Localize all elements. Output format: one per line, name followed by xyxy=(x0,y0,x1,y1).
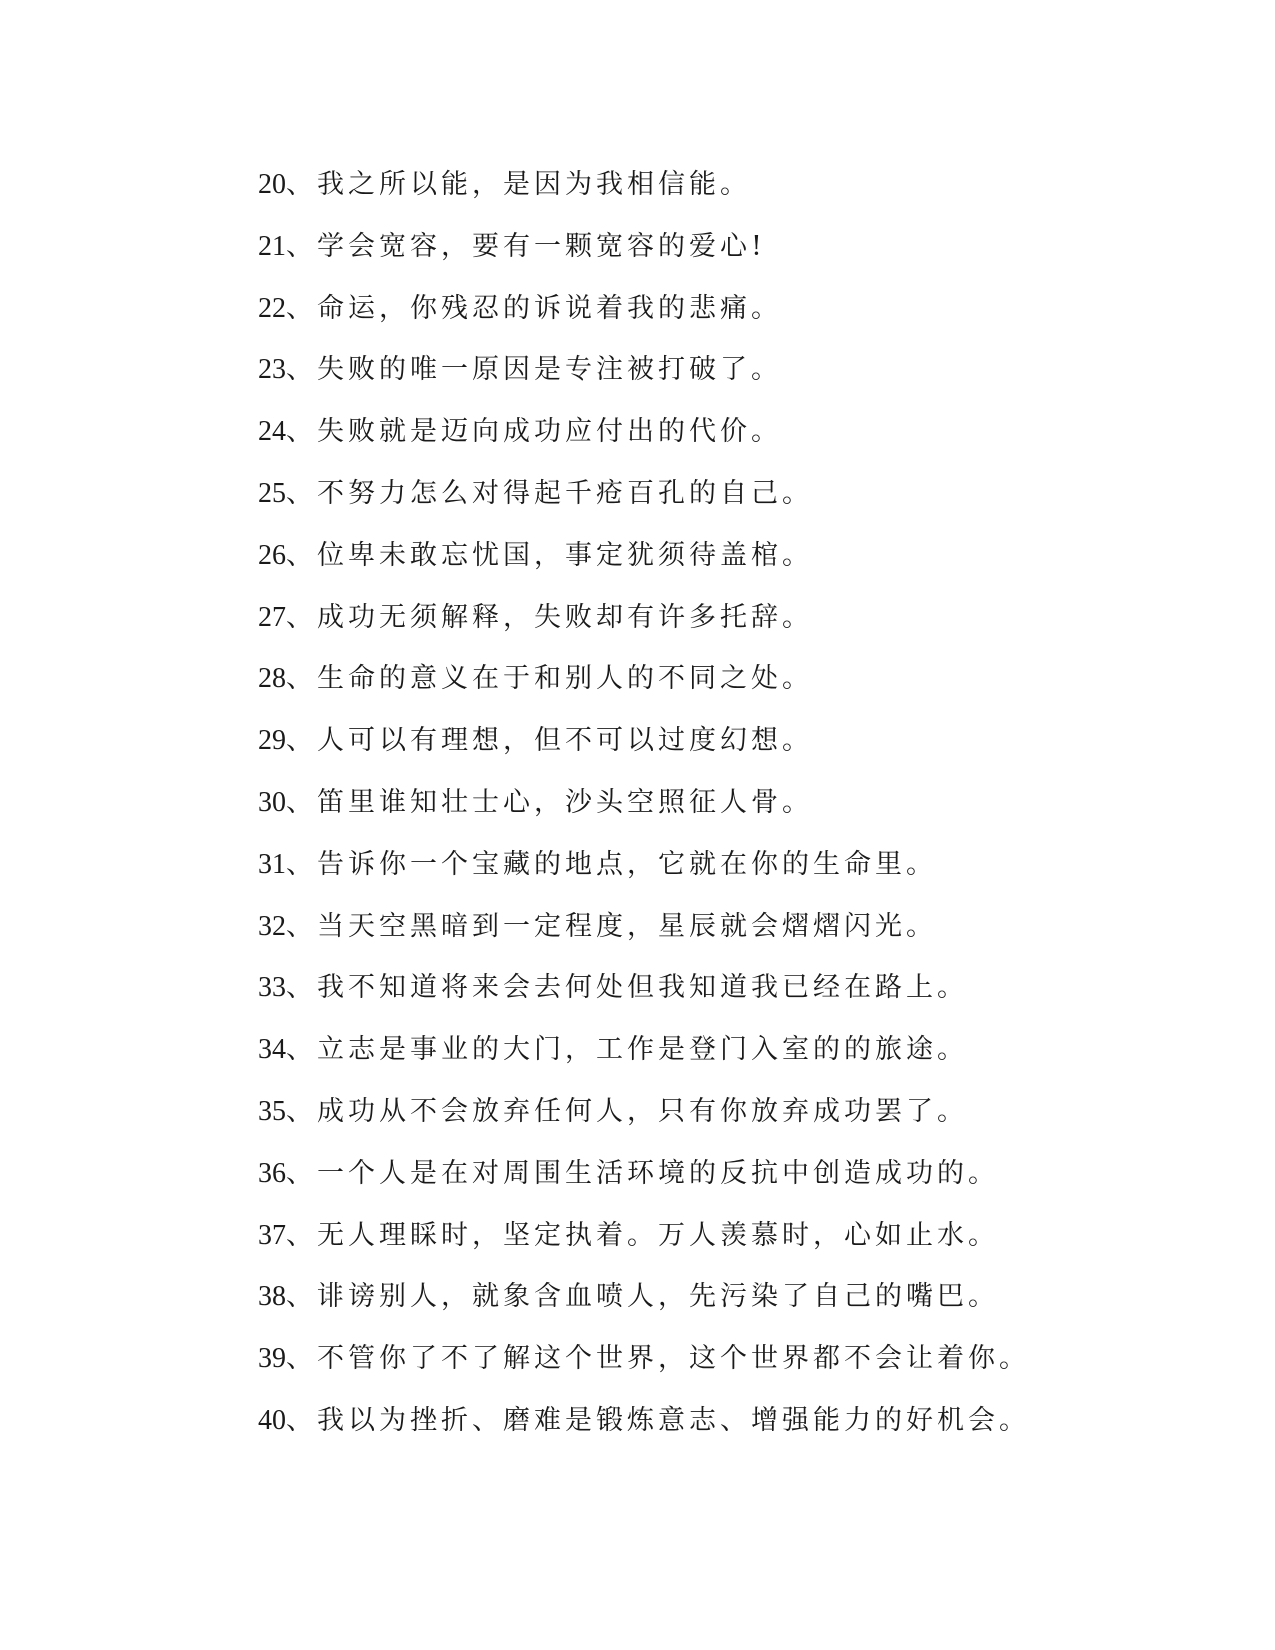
quote-item xyxy=(258,475,1030,537)
quote-separator: 、 xyxy=(286,663,317,695)
quote-separator: 、 xyxy=(286,354,317,386)
quote-text: 告诉你一个宝藏的地点，它就在你的生命里。 xyxy=(317,848,937,880)
quote-item xyxy=(258,784,1030,846)
quote-separator: 、 xyxy=(286,1034,317,1066)
quote-separator: 、 xyxy=(286,1404,317,1436)
quote-text: 不努力怎么对得起千疮百孔的自己。 xyxy=(317,477,813,509)
quote-separator: 、 xyxy=(286,477,317,509)
quote-number: 30 xyxy=(258,786,286,818)
quote-separator: 、 xyxy=(286,786,317,818)
quote-text: 无人理睬时，坚定执着。万人羡慕时，心如止水。 xyxy=(317,1219,999,1251)
quote-text: 我以为挫折、磨难是锻炼意志、增强能力的好机会。 xyxy=(317,1404,1030,1436)
quote-number: 31 xyxy=(258,848,286,880)
quote-number: 22 xyxy=(258,292,286,324)
quote-text: 我不知道将来会去何处但我知道我已经在路上。 xyxy=(317,972,968,1004)
quote-text: 成功无须解释，失败却有许多托辞。 xyxy=(317,601,813,633)
quote-separator: 、 xyxy=(286,1095,317,1127)
quote-separator: 、 xyxy=(286,910,317,942)
quote-number: 39 xyxy=(258,1343,286,1375)
quote-text: 一个人是在对周围生活环境的反抗中创造成功的。 xyxy=(317,1157,999,1189)
quote-separator: 、 xyxy=(286,1343,317,1375)
quote-text: 位卑未敢忘忧国，事定犹须待盖棺。 xyxy=(317,539,813,571)
quote-item xyxy=(258,1402,1030,1464)
quote-text: 命运，你残忍的诉说着我的悲痛。 xyxy=(317,292,782,324)
quote-item xyxy=(258,1093,1030,1155)
quote-number: 37 xyxy=(258,1219,286,1251)
quote-separator: 、 xyxy=(286,539,317,571)
quote-item xyxy=(258,908,1030,970)
quote-separator: 、 xyxy=(286,169,317,200)
quote-number: 20 xyxy=(258,169,286,200)
quote-item xyxy=(258,351,1030,413)
quote-text: 成功从不会放弃任何人，只有你放弃成功罢了。 xyxy=(317,1095,968,1127)
quote-item xyxy=(258,846,1030,908)
quote-separator: 、 xyxy=(286,1157,317,1189)
quote-item xyxy=(258,1031,1030,1093)
quote-number: 36 xyxy=(258,1157,286,1189)
quote-item xyxy=(258,228,1030,290)
quote-number: 38 xyxy=(258,1281,286,1313)
quote-separator: 、 xyxy=(286,972,317,1004)
quote-item xyxy=(258,1155,1030,1217)
quote-separator: 、 xyxy=(286,601,317,633)
quote-separator: 、 xyxy=(286,416,317,448)
quote-item xyxy=(258,599,1030,661)
quote-number: 28 xyxy=(258,663,286,695)
quote-number: 33 xyxy=(258,972,286,1004)
quote-text: 生命的意义在于和别人的不同之处。 xyxy=(317,663,813,695)
quote-number: 27 xyxy=(258,601,286,633)
quote-item xyxy=(258,722,1030,784)
quote-number: 29 xyxy=(258,725,286,757)
quote-number: 35 xyxy=(258,1095,286,1127)
quote-item xyxy=(258,1340,1030,1402)
quote-text: 失败的唯一原因是专注被打破了。 xyxy=(317,354,782,386)
quote-item xyxy=(258,537,1030,599)
quote-number: 23 xyxy=(258,354,286,386)
quote-separator: 、 xyxy=(286,848,317,880)
quote-item xyxy=(258,969,1030,1031)
quote-text: 人可以有理想，但不可以过度幻想。 xyxy=(317,725,813,757)
quote-text: 笛里谁知壮士心，沙头空照征人骨。 xyxy=(317,786,813,818)
quote-text: 学会宽容，要有一颗宽容的爱心! xyxy=(317,230,766,262)
quote-text: 失败就是迈向成功应付出的代价。 xyxy=(317,416,782,448)
quote-number: 21 xyxy=(258,230,286,262)
quote-separator: 、 xyxy=(286,230,317,262)
quote-item xyxy=(258,166,1030,228)
quote-number: 40 xyxy=(258,1404,286,1436)
quote-separator: 、 xyxy=(286,1219,317,1251)
quote-text: 不管你了不了解这个世界，这个世界都不会让着你。 xyxy=(317,1343,1030,1375)
quote-item xyxy=(258,1217,1030,1279)
quote-number: 25 xyxy=(258,477,286,509)
quote-item xyxy=(258,660,1030,722)
quote-text: 诽谤别人，就象含血喷人，先污染了自己的嘴巴。 xyxy=(317,1281,999,1313)
quote-separator: 、 xyxy=(286,1281,317,1313)
quote-item xyxy=(258,290,1030,352)
quote-item xyxy=(258,1278,1030,1340)
quote-number: 24 xyxy=(258,416,286,448)
quote-separator: 、 xyxy=(286,292,317,324)
quote-text: 我之所以能，是因为我相信能。 xyxy=(317,169,751,200)
quote-text: 立志是事业的大门，工作是登门入室的的旅途。 xyxy=(317,1034,968,1066)
quote-number: 26 xyxy=(258,539,286,571)
quote-text: 当天空黑暗到一定程度，星辰就会熠熠闪光。 xyxy=(317,910,937,942)
quote-number: 32 xyxy=(258,910,286,942)
quote-number: 34 xyxy=(258,1034,286,1066)
quote-separator: 、 xyxy=(286,725,317,757)
quote-item xyxy=(258,413,1030,475)
quote-list xyxy=(258,166,1030,1464)
